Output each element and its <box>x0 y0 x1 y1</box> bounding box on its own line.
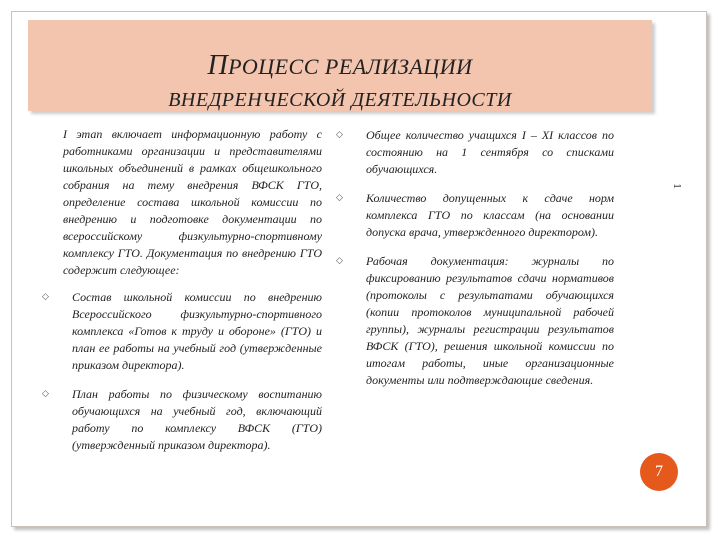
list-item-text: План работы по физическому воспитанию обучающихся на учебный год, включающий работу по комплексу ВФСК (ГТО) (утвержденный приказом директора). <box>72 387 322 452</box>
page-number-badge: 7 <box>640 453 678 491</box>
slide-title-line2: ВНЕДРЕНЧЕСКОЙ ДЕЯТЕЛЬНОСТИ <box>168 89 512 111</box>
diamond-bullet-icon: ◇ <box>336 130 343 140</box>
list-item-text: Количество допущенных к сдаче норм комплекса ГТО по классам (на основании допуска врача, утвержденного директором). <box>366 191 614 239</box>
list-item-text: Рабочая документация: журналы по фиксированию результатов сдачи нормативов (протоколы с результатами обучающихся (копии протоколов муниципальной рабочей группы), журналы регистрации результатов ВФСК (ГТО), решения школьной комиссии по итогам работы, иные организационные документы или подтверждающие сведения. <box>366 254 614 387</box>
diamond-bullet-icon: ◇ <box>42 292 49 302</box>
diamond-bullet-icon: ◇ <box>336 193 343 203</box>
list-item <box>336 253 614 389</box>
list-item <box>42 386 322 454</box>
list-item-text: Состав школьной комиссии по внедрению Всероссийского физкультурно-спортивного комплекса «Готов к труду и обороне» (ГТО) и план ее работы на учебный год (утвержденные приказом директора). <box>72 290 322 372</box>
side-page-number: 1 <box>671 183 683 189</box>
list-item <box>336 127 614 178</box>
title-rest: РОЦЕСС РЕАЛИЗАЦИИ <box>228 54 473 79</box>
title-initial: П <box>207 50 229 81</box>
right-column <box>336 127 614 401</box>
intro-paragraph: I этап включает информационную работу с работниками организации и представителями школьных объединений в рамках общешкольного собрания на тему внедрения ВФСК ГТО, определение состава школьной комиссии по внедрению и подготовке документации по всероссийскому физкультурно-спортивному комплексу ГТО. Документация по внедрению ГТО содержит следующее: <box>63 127 322 277</box>
slide-title-line1 <box>28 50 652 82</box>
list-item-text: Общее количество учащихся I – XI классов по состоянию на 1 сентября со списками обучающихся. <box>366 128 614 176</box>
diamond-bullet-icon: ◇ <box>42 389 49 399</box>
list-item <box>336 190 614 241</box>
title-band <box>28 20 652 111</box>
left-column <box>42 126 322 466</box>
diamond-bullet-icon: ◇ <box>336 256 343 266</box>
list-item <box>42 289 322 374</box>
